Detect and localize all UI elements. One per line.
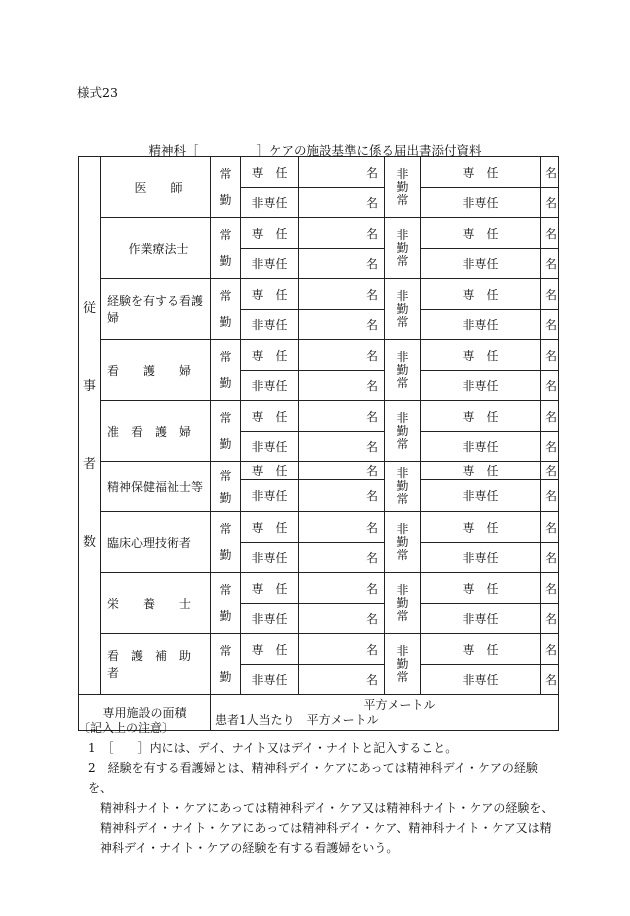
hijoukin-char: 常 bbox=[396, 192, 409, 207]
hijoukin-char: 常 bbox=[396, 436, 409, 451]
hijoukin-char: 非 bbox=[396, 466, 409, 480]
parttime-hisenin-label: 非専任 bbox=[421, 543, 541, 573]
fulltime-hisenin-count: 名 bbox=[299, 480, 385, 512]
fulltime-hisenin-count: 名 bbox=[299, 249, 385, 279]
fulltime-senin-label: 専 任 bbox=[241, 401, 299, 432]
fulltime-senin-label: 専 任 bbox=[241, 512, 299, 543]
hijoukin-char: 勤 bbox=[396, 179, 409, 194]
role-label: 医 師 bbox=[101, 157, 211, 218]
joukin-label bbox=[211, 401, 241, 462]
parttime-senin-label: 専 任 bbox=[421, 218, 541, 249]
parttime-hisenin-label: 非専任 bbox=[421, 604, 541, 634]
fulltime-hisenin-count: 名 bbox=[299, 604, 385, 634]
hijoukin-label bbox=[385, 218, 421, 279]
side-label-char: 者 bbox=[82, 456, 96, 472]
parttime-hisenin-count: 名 bbox=[541, 665, 559, 695]
joukin-label bbox=[211, 279, 241, 340]
parttime-senin-count: 名 bbox=[541, 340, 559, 371]
parttime-senin-count: 名 bbox=[541, 573, 559, 604]
parttime-hisenin-label: 非専任 bbox=[421, 665, 541, 695]
side-label-char: 従 bbox=[82, 300, 96, 316]
hijoukin-label bbox=[385, 634, 421, 695]
hijoukin-char: 勤 bbox=[396, 362, 409, 377]
note-2-line-1: 2 経験を有する看護婦とは、精神科デイ・ケアにあっては精神科デイ・ケアの経験を、 bbox=[88, 761, 538, 795]
fulltime-senin-count: 名 bbox=[299, 218, 385, 249]
hijoukin-char: 非 bbox=[396, 288, 409, 303]
joukin-char: 常 bbox=[219, 644, 232, 658]
form-id: 様式23 bbox=[77, 85, 118, 100]
hijoukin-char: 非 bbox=[396, 582, 409, 597]
joukin-char: 勤 bbox=[219, 437, 232, 451]
parttime-hisenin-count: 名 bbox=[541, 432, 559, 462]
parttime-senin-count: 名 bbox=[541, 157, 559, 188]
hijoukin-char: 常 bbox=[396, 669, 409, 684]
fulltime-senin-count: 名 bbox=[299, 634, 385, 665]
role-label: 臨床心理技術者 bbox=[101, 512, 211, 573]
fulltime-hisenin-count: 名 bbox=[299, 665, 385, 695]
side-label-char: 事 bbox=[82, 378, 96, 394]
parttime-senin-count: 名 bbox=[541, 401, 559, 432]
parttime-hisenin-count: 名 bbox=[541, 604, 559, 634]
role-label: 看 護 補 助 者 bbox=[101, 634, 211, 695]
joukin-char: 勤 bbox=[219, 193, 232, 207]
hijoukin-char: 常 bbox=[396, 314, 409, 329]
fulltime-senin-count: 名 bbox=[299, 157, 385, 188]
parttime-senin-count: 名 bbox=[541, 218, 559, 249]
parttime-hisenin-label: 非専任 bbox=[421, 188, 541, 218]
joukin-label bbox=[211, 512, 241, 573]
note-2-line-2: 精神科ナイト・ケアにあっては精神科デイ・ケア又は精神科ナイト・ケアの経験を、 bbox=[100, 801, 554, 815]
fulltime-senin-count: 名 bbox=[299, 401, 385, 432]
parttime-senin-count: 名 bbox=[541, 512, 559, 543]
joukin-char: 常 bbox=[219, 289, 232, 303]
parttime-senin-label: 専 任 bbox=[421, 340, 541, 371]
joukin-char: 常 bbox=[219, 167, 232, 181]
fulltime-hisenin-count: 名 bbox=[299, 432, 385, 462]
hijoukin-char: 非 bbox=[396, 349, 409, 364]
fulltime-hisenin-label: 非専任 bbox=[241, 432, 299, 462]
joukin-char: 勤 bbox=[219, 376, 232, 390]
notes bbox=[78, 718, 558, 858]
title-prefix: 精神科［ bbox=[148, 143, 199, 158]
parttime-hisenin-count: 名 bbox=[541, 371, 559, 401]
joukin-char: 勤 bbox=[219, 315, 232, 329]
parttime-senin-count: 名 bbox=[541, 634, 559, 665]
hijoukin-char: 勤 bbox=[396, 534, 409, 549]
hijoukin-char: 非 bbox=[396, 521, 409, 536]
area-line-2: 患者1人当たり 平方メートル bbox=[215, 712, 379, 727]
joukin-label bbox=[211, 157, 241, 218]
hijoukin-char: 非 bbox=[396, 227, 409, 242]
fulltime-hisenin-label: 非専任 bbox=[241, 604, 299, 634]
hijoukin-char: 勤 bbox=[396, 479, 409, 493]
parttime-senin-label: 専 任 bbox=[421, 279, 541, 310]
parttime-hisenin-label: 非専任 bbox=[421, 371, 541, 401]
hijoukin-char: 勤 bbox=[396, 595, 409, 610]
parttime-senin-label: 専 任 bbox=[421, 634, 541, 665]
parttime-senin-label: 専 任 bbox=[421, 157, 541, 188]
parttime-hisenin-count: 名 bbox=[541, 543, 559, 573]
area-line-1: 平方メートル bbox=[363, 697, 436, 712]
hijoukin-char: 非 bbox=[396, 410, 409, 425]
role-label: 准 看 護 婦 bbox=[101, 401, 211, 462]
role-label: 看 護 婦 bbox=[101, 340, 211, 401]
hijoukin-char: 常 bbox=[396, 608, 409, 623]
joukin-char: 常 bbox=[219, 522, 232, 536]
notes-heading: 〔記入上の注意〕 bbox=[78, 721, 175, 735]
parttime-hisenin-label: 非専任 bbox=[421, 249, 541, 279]
side-label-char: 数 bbox=[82, 534, 96, 550]
fulltime-hisenin-label: 非専任 bbox=[241, 480, 299, 512]
fulltime-senin-count: 名 bbox=[299, 462, 385, 480]
fulltime-hisenin-label: 非専任 bbox=[241, 371, 299, 401]
joukin-char: 常 bbox=[219, 411, 232, 425]
joukin-label bbox=[211, 573, 241, 634]
hijoukin-char: 勤 bbox=[396, 301, 409, 316]
fulltime-hisenin-label: 非専任 bbox=[241, 188, 299, 218]
fulltime-senin-count: 名 bbox=[299, 279, 385, 310]
hijoukin-label bbox=[385, 462, 421, 512]
parttime-senin-count: 名 bbox=[541, 462, 559, 480]
hijoukin-char: 勤 bbox=[396, 423, 409, 438]
role-label: 精神保健福祉士等 bbox=[101, 462, 211, 512]
joukin-label bbox=[211, 218, 241, 279]
joukin-char: 勤 bbox=[219, 670, 232, 684]
joukin-label bbox=[211, 634, 241, 695]
joukin-char: 勤 bbox=[219, 609, 232, 623]
side-label-cell bbox=[79, 157, 101, 695]
role-label: 作業療法士 bbox=[101, 218, 211, 279]
hijoukin-label bbox=[385, 279, 421, 340]
fulltime-senin-label: 専 任 bbox=[241, 462, 299, 480]
hijoukin-label bbox=[385, 157, 421, 218]
fulltime-hisenin-label: 非専任 bbox=[241, 249, 299, 279]
role-label: 栄 養 士 bbox=[101, 573, 211, 634]
hijoukin-label bbox=[385, 573, 421, 634]
joukin-char: 勤 bbox=[219, 548, 232, 562]
parttime-senin-label: 専 任 bbox=[421, 401, 541, 432]
hijoukin-char: 常 bbox=[396, 253, 409, 268]
parttime-hisenin-count: 名 bbox=[541, 480, 559, 512]
fulltime-senin-label: 専 任 bbox=[241, 634, 299, 665]
parttime-hisenin-label: 非専任 bbox=[421, 432, 541, 462]
fulltime-senin-label: 専 任 bbox=[241, 157, 299, 188]
parttime-senin-label: 専 任 bbox=[421, 512, 541, 543]
note-1: 1 ［ ］内には、デイ、ナイト又はデイ・ナイトと記入すること。 bbox=[88, 741, 458, 755]
hijoukin-char: 非 bbox=[396, 643, 409, 658]
joukin-char: 常 bbox=[219, 583, 232, 597]
fulltime-senin-count: 名 bbox=[299, 512, 385, 543]
fulltime-hisenin-count: 名 bbox=[299, 371, 385, 401]
hijoukin-label bbox=[385, 512, 421, 573]
staff-table bbox=[78, 156, 559, 731]
fulltime-hisenin-label: 非専任 bbox=[241, 543, 299, 573]
fulltime-hisenin-count: 名 bbox=[299, 188, 385, 218]
area-label: 専用施設の面積 bbox=[79, 695, 211, 731]
fulltime-senin-label: 専 任 bbox=[241, 573, 299, 604]
note-2-line-3: 精神科デイ・ナイト・ケアにあっては精神科デイ・ケア、精神科ナイト・ケア又は精 bbox=[100, 821, 552, 835]
parttime-hisenin-count: 名 bbox=[541, 249, 559, 279]
parttime-hisenin-count: 名 bbox=[541, 188, 559, 218]
joukin-label bbox=[211, 462, 241, 512]
parttime-hisenin-label: 非専任 bbox=[421, 310, 541, 340]
hijoukin-char: 常 bbox=[396, 375, 409, 390]
parttime-hisenin-label: 非専任 bbox=[421, 480, 541, 512]
fulltime-hisenin-label: 非専任 bbox=[241, 665, 299, 695]
hijoukin-label bbox=[385, 401, 421, 462]
joukin-char: 常 bbox=[219, 228, 232, 242]
parttime-hisenin-count: 名 bbox=[541, 310, 559, 340]
hijoukin-label bbox=[385, 340, 421, 401]
fulltime-senin-label: 専 任 bbox=[241, 340, 299, 371]
hijoukin-char: 勤 bbox=[396, 240, 409, 255]
note-2-line-4: 神科デイ・ナイト・ケアの経験を有する看護婦をいう。 bbox=[100, 841, 399, 855]
fulltime-senin-label: 専 任 bbox=[241, 218, 299, 249]
fulltime-senin-label: 専 任 bbox=[241, 279, 299, 310]
joukin-char: 常 bbox=[219, 468, 232, 483]
joukin-char: 常 bbox=[219, 350, 232, 364]
title-suffix: ］ケアの施設基準に係る届出書添付資料 bbox=[256, 143, 482, 158]
hijoukin-char: 常 bbox=[396, 492, 409, 506]
parttime-senin-label: 専 任 bbox=[421, 573, 541, 604]
hijoukin-char: 勤 bbox=[396, 656, 409, 671]
parttime-senin-label: 専 任 bbox=[421, 462, 541, 480]
fulltime-hisenin-count: 名 bbox=[299, 543, 385, 573]
joukin-char: 勤 bbox=[219, 254, 232, 268]
fulltime-senin-count: 名 bbox=[299, 340, 385, 371]
fulltime-hisenin-count: 名 bbox=[299, 310, 385, 340]
fulltime-hisenin-label: 非専任 bbox=[241, 310, 299, 340]
role-label: 経験を有する看護婦 bbox=[101, 279, 211, 340]
joukin-label bbox=[211, 340, 241, 401]
joukin-char: 勤 bbox=[219, 490, 232, 505]
parttime-senin-count: 名 bbox=[541, 279, 559, 310]
hijoukin-char: 常 bbox=[396, 547, 409, 562]
hijoukin-char: 非 bbox=[396, 166, 409, 181]
fulltime-senin-count: 名 bbox=[299, 573, 385, 604]
